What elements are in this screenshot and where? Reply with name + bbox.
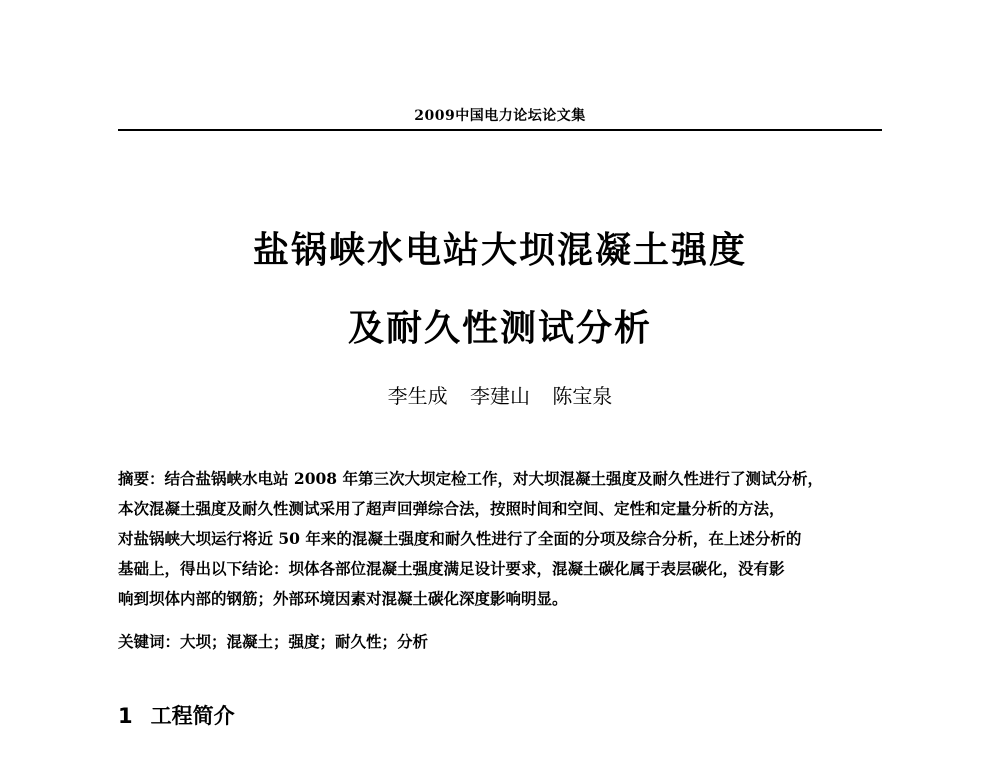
- section-title: 工程简介: [150, 704, 235, 728]
- author-name: 陈宝泉: [552, 384, 613, 408]
- paper-title-line-2: 及耐久性测试分析: [347, 308, 652, 349]
- section-heading: [118, 700, 235, 730]
- header-rule: [118, 129, 882, 131]
- abstract-line: [118, 464, 888, 494]
- abstract-label: 摘要：: [118, 469, 165, 488]
- running-header: 2009中国电力论坛论文集: [414, 108, 586, 124]
- abstract-text: 结合盐锅峡水电站 2008 年第三次大坝定检工作，对大坝混凝土强度及耐久性进行了测试分析，: [164, 469, 823, 488]
- paper-title-line-1: 盐锅峡水电站大坝混凝土强度: [252, 230, 747, 271]
- abstract: [118, 464, 888, 614]
- keywords-label: 关键词：: [118, 632, 181, 651]
- abstract-line: 本次混凝土强度及耐久性测试采用了超声回弹综合法，按照时间和空间、定性和定量分析的方法，: [118, 499, 785, 518]
- abstract-line: 基础上，得出以下结论：坝体各部位混凝土强度满足设计要求，混凝土碳化属于表层碳化，没有影: [118, 559, 785, 578]
- author-name: 李建山: [470, 384, 530, 408]
- abstract-line: 对盐锅峡大坝运行将近 50 年来的混凝土强度和耐久性进行了全面的分项及综合分析，在上述分析的: [118, 529, 802, 548]
- keywords-text: 大坝；混凝土；强度；耐久性；分析: [180, 632, 429, 651]
- section-number: 1: [118, 704, 133, 728]
- author-name: 李生成: [387, 384, 448, 408]
- abstract-line: 响到坝体内部的钢筋；外部环境因素对混凝土碳化深度影响明显。: [118, 589, 568, 608]
- author-list: [0, 380, 1000, 409]
- keywords: [118, 630, 428, 652]
